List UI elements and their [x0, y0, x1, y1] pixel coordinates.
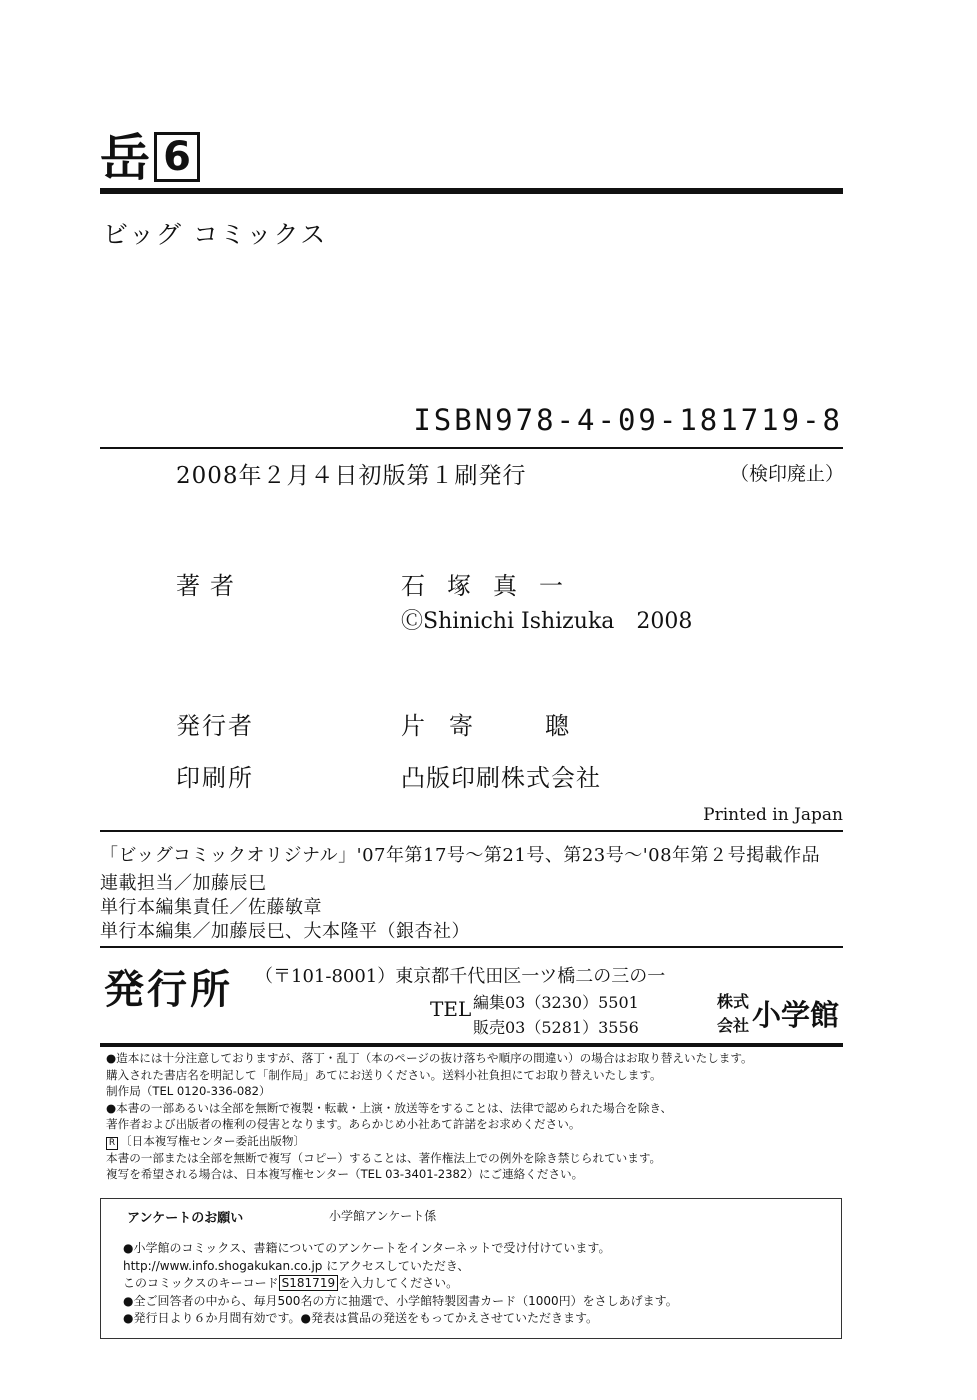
- credit-book-editor-chief: 単行本編集責任／佐藤敏章: [100, 897, 322, 918]
- credits-top-rule: [100, 830, 843, 832]
- seal-note: （検印廃止）: [729, 463, 844, 485]
- tel-editorial: 編集03（3230）5501: [473, 993, 639, 1012]
- tel-numbers: [473, 990, 639, 1040]
- survey-line: ●全ご回答者の中から、毎月500名の方に抽選で、小学館特製図書カード（1000円）をさしあげます。: [123, 1293, 678, 1308]
- volume-number: 6: [154, 132, 200, 182]
- copyright: ⒸShinichi Ishizuka 2008: [401, 609, 693, 634]
- publisher-rule: [100, 1043, 843, 1047]
- publication-date: 2008年２月４日初版第１刷発行: [176, 463, 527, 489]
- credit-editor: 連載担当／加藤辰巳: [100, 873, 267, 894]
- survey-url-suffix: にアクセスしていただき、: [322, 1258, 470, 1273]
- key-code: S181719: [279, 1275, 338, 1291]
- jrrc-text: 日本複写権センター委託出版物: [131, 1133, 294, 1148]
- survey-lines: [123, 1240, 678, 1328]
- survey-title: アンケートのお願い: [127, 1211, 244, 1226]
- note-line-r: R 〔日本複写権センター委託出版物〕: [106, 1133, 753, 1150]
- survey-line-key: [123, 1275, 678, 1293]
- author-name: 石塚真一: [401, 572, 585, 600]
- title-rule: [100, 188, 843, 194]
- credit-book-editors: 単行本編集／加藤辰巳、大本隆平（銀杏社）: [100, 921, 470, 942]
- isbn-rule: [100, 447, 843, 449]
- survey-url[interactable]: http://www.info.shogakukan.co.jp: [123, 1258, 323, 1273]
- note-line: 購入された書店名を明記して「制作局」あてにお送りください。送料小社負担にてお取り替えいたします。: [106, 1067, 662, 1082]
- note-line: 本書の一部または全部を無断で複写（コピー）することは、著作権法上での例外を除き禁じられています。: [106, 1150, 662, 1165]
- note-line: 複写を希望される場合は、日本複写権センター（TEL 03-3401-2382）にご連絡ください。: [106, 1167, 584, 1181]
- corp-type-2: 会社: [717, 1016, 750, 1035]
- credits-bottom-rule: [100, 946, 843, 948]
- key-suffix: を入力してください。: [338, 1276, 459, 1290]
- key-prefix: このコミックスのキーコード: [123, 1276, 279, 1290]
- survey-line: ●発行日より６か月間有効です。●発表は賞品の発送をもってかえさせていただきます。: [123, 1311, 599, 1325]
- title-main: 岳: [100, 129, 150, 187]
- note-line: ●造本には十分注意しておりますが、落丁・乱丁（本のページの抜け落ちや順序の間違い）の場合はお取り替えいたします。: [106, 1051, 753, 1065]
- survey-box: [100, 1198, 842, 1339]
- issuer-label: 発行者: [176, 712, 254, 740]
- series-name: ビッグ コミックス: [103, 220, 328, 249]
- survey-line: ●小学館のコミックス、書籍についてのアンケートをインターネットで受け付けています。: [123, 1241, 611, 1255]
- survey-line-url: [123, 1258, 678, 1276]
- publisher-name: 小学館: [752, 998, 840, 1032]
- issuer-name: 片寄 聰: [401, 712, 593, 740]
- book-title: [100, 128, 200, 188]
- note-line: 著作者および出版者の権利の侵害となります。あらかじめ小社あて許諾をお求めください。: [106, 1117, 581, 1131]
- printed-in-japan: Printed in Japan: [703, 805, 843, 825]
- author-label: 著者: [176, 572, 244, 600]
- note-line: 制作局（TEL 0120-336-082）: [106, 1084, 271, 1098]
- note-line: ●本書の一部あるいは全部を無断で複製・転載・上演・放送等をすることは、法律で認められた場合を除き、: [106, 1100, 673, 1115]
- publisher-address: （〒101-8001）東京都千代田区一ツ橋二の三の一: [255, 966, 666, 987]
- legal-notes: [106, 1050, 753, 1183]
- corp-type: [717, 990, 749, 1038]
- corp-type-1: 株式: [717, 992, 750, 1011]
- survey-dept: 小学館アンケート係: [329, 1209, 437, 1223]
- isbn: ISBN978-4-09-181719-8: [413, 403, 843, 437]
- credit-serialization: 「ビッグコミックオリジナル」'07年第17号〜第21号、第23号〜'08年第２号掲載作品: [100, 845, 821, 866]
- r-mark-icon: R: [106, 1137, 118, 1150]
- publisher-label: 発行所: [104, 967, 233, 1013]
- tel-sales: 販売03（5281）3556: [473, 1018, 639, 1037]
- printer-label: 印刷所: [176, 764, 254, 792]
- printer-name: 凸版印刷株式会社: [401, 764, 601, 792]
- tel-label: TEL: [430, 997, 472, 1021]
